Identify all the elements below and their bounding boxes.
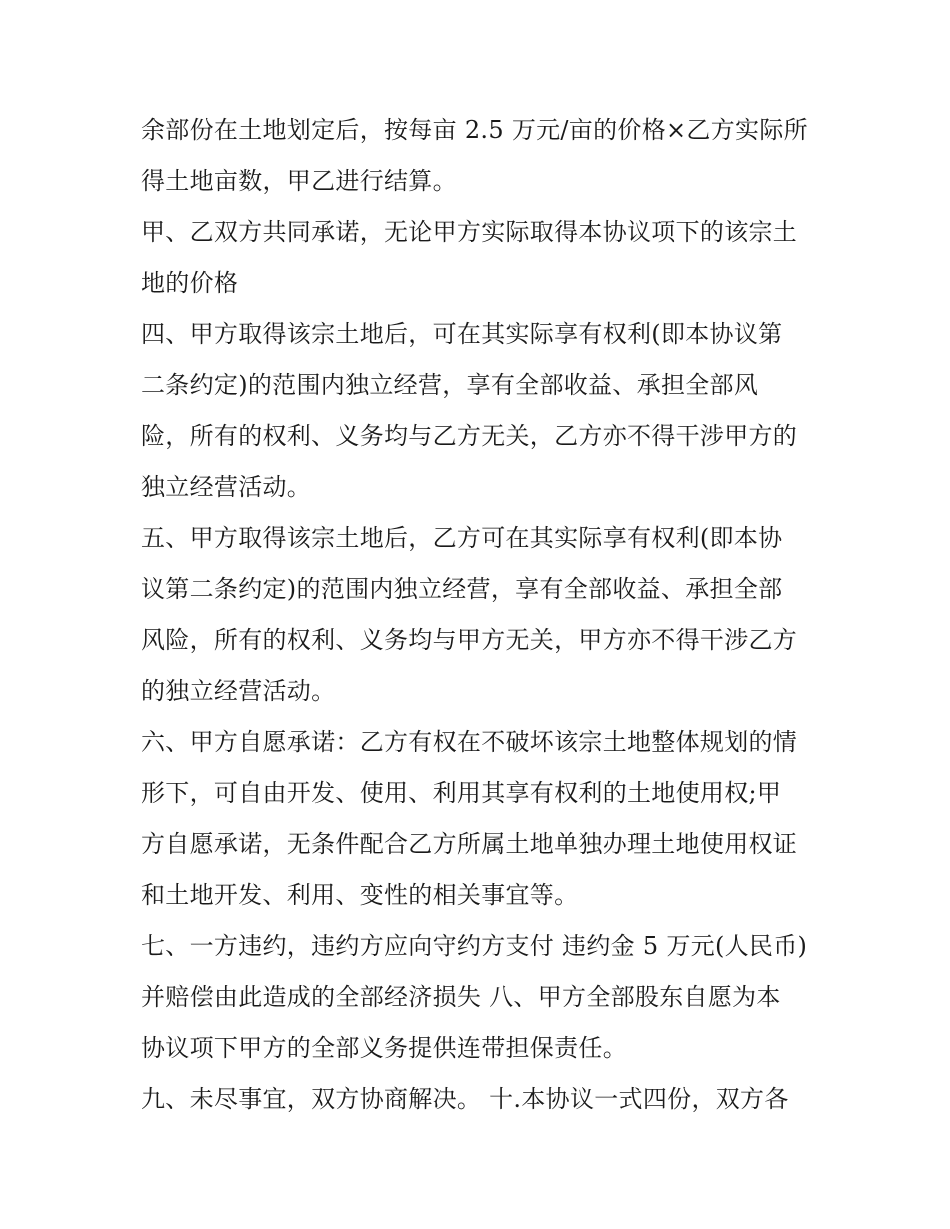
text-line: 议第二条约定)的范围内独立经营，享有全部收益、承担全部 <box>141 575 783 603</box>
text-line: 二条约定)的范围内独立经营，享有全部收益、承担全部风 <box>141 371 759 399</box>
document-body <box>141 105 831 1125</box>
text-line: 独立经营活动。 <box>141 473 312 501</box>
text-line: 协议项下甲方的全部义务提供连带担保责任。 <box>141 1034 627 1062</box>
text-line: 甲、乙双方共同承诺，无论甲方实际取得本协议项下的该宗土 <box>141 218 798 246</box>
text-line: 险，所有的权利、义务均与乙方无关，乙方亦不得干涉甲方的 <box>141 422 798 450</box>
text-line: 九、未尽事宜，双方协商解决。 十.本协议一式四份，双方各 <box>141 1085 789 1113</box>
text-line: 地的价格 <box>141 269 239 297</box>
text-line: 和土地开发、利用、变性的相关事宜等。 <box>141 881 579 909</box>
text-line: 六、甲方自愿承诺：乙方有权在不破坏该宗土地整体规划的情 <box>141 728 798 756</box>
text-line: 得土地亩数，甲乙进行结算。 <box>141 167 457 195</box>
text-line: 七、一方违约，违约方应向守约方支付 违约金 5 万元(人民币) <box>141 932 808 960</box>
text-line: 五、甲方取得该宗土地后，乙方可在其实际享有权利(即本协 <box>141 524 783 552</box>
text-line: 的独立经营活动。 <box>141 677 336 705</box>
text-line: 风险，所有的权利、义务均与甲方无关，甲方亦不得干涉乙方 <box>141 626 798 654</box>
text-line: 余部份在土地划定后，按每亩 2.5 万元/亩的价格×乙方实际所 <box>141 116 808 144</box>
text-line: 四、甲方取得该宗土地后，可在其实际享有权利(即本协议第 <box>141 320 783 348</box>
text-line: 并赔偿由此造成的全部经济损失 八、甲方全部股东自愿为本 <box>141 983 781 1011</box>
text-line: 形下，可自由开发、使用、利用其享有权利的土地使用权;甲 <box>141 779 782 807</box>
text-line: 方自愿承诺，无条件配合乙方所属土地单独办理土地使用权证 <box>141 830 798 858</box>
